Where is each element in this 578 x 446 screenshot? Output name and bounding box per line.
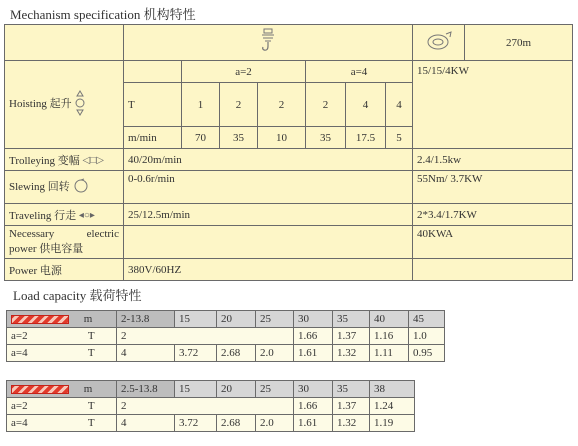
load-value: 1.66 <box>294 398 333 415</box>
load-table-2 <box>6 380 415 432</box>
load-title: Load capacity 载荷特性 <box>13 288 142 303</box>
hoisting-speed-value: 10 <box>258 127 306 149</box>
table-row <box>7 328 445 345</box>
radius-header: 30 <box>294 381 333 398</box>
ton-unit: T <box>67 328 117 345</box>
load-value: 3.72 <box>175 415 217 432</box>
reeving-a2-header: a=2 <box>182 61 306 83</box>
table-row <box>7 398 415 415</box>
hoisting-load-value: 2 <box>220 83 258 127</box>
traveling-speed: 25/12.5m/min <box>124 204 413 226</box>
header-blank-cell <box>5 25 124 61</box>
load-value: 1.32 <box>333 345 370 362</box>
radius-header: 25 <box>256 311 294 328</box>
mechanism-title: Mechanism specification 机构特性 <box>10 7 196 22</box>
power-value: 380V/60HZ <box>124 259 413 281</box>
hoisting-reeving-blank <box>124 61 182 83</box>
reeving-label: a=2 <box>7 328 67 345</box>
hoisting-load-value: 2 <box>258 83 306 127</box>
electric-label-word: electric <box>86 228 119 240</box>
trolleying-power: 2.4/1.5kw <box>413 149 573 171</box>
radius-header: 38 <box>370 381 415 398</box>
radius-header: 45 <box>409 311 445 328</box>
jib-header-cell <box>7 311 117 328</box>
load-value: 1.24 <box>370 398 415 415</box>
radius-header: 15 <box>175 381 217 398</box>
reeving-a4-header: a=4 <box>306 61 413 83</box>
radius-header: 35 <box>333 381 370 398</box>
load-value: 1.32 <box>333 415 370 432</box>
jib-header-cell <box>7 381 117 398</box>
load-value: 3.72 <box>175 345 217 362</box>
radius-header: 30 <box>294 311 333 328</box>
load-value: 1.19 <box>370 415 415 432</box>
hoisting-label: Hoisting 起升 <box>5 61 124 149</box>
load-value: 4 <box>117 415 175 432</box>
load-value: 2.68 <box>217 345 256 362</box>
hook-icon-cell <box>124 25 413 61</box>
slewing-ring-icon <box>424 30 454 52</box>
load-table-1 <box>6 310 445 362</box>
load-value: 1.0 <box>409 328 445 345</box>
table-row <box>7 415 415 432</box>
load-value: 2 <box>117 398 294 415</box>
hoisting-speed-label: m/min <box>124 127 182 149</box>
trolleying-label: Trolleying 变幅 ◁□▷ <box>5 149 124 171</box>
hoist-symbol-icon <box>74 90 86 119</box>
ton-unit: T <box>67 345 117 362</box>
radius-header: 2.5-13.8 <box>117 381 175 398</box>
travel-arrows-icon: ◂○▸ <box>78 210 95 222</box>
trolley-arrows-icon: ◁□▷ <box>82 155 104 167</box>
radius-header: 2-13.8 <box>117 311 175 328</box>
hoisting-load-value: 2 <box>306 83 346 127</box>
traveling-power: 2*3.4/1.7KW <box>413 204 573 226</box>
mechanism-table <box>4 24 573 281</box>
hoisting-speed-value: 35 <box>306 127 346 149</box>
radius-header: 20 <box>217 381 256 398</box>
load-value: 1.16 <box>370 328 409 345</box>
power-label: Power 电源 <box>5 259 124 281</box>
hoisting-speed-value: 35 <box>220 127 258 149</box>
hoisting-load-value: 1 <box>182 83 220 127</box>
jib-truss-icon <box>11 385 69 394</box>
load-value: 1.11 <box>370 345 409 362</box>
radius-header: 35 <box>333 311 370 328</box>
load-value: 1.61 <box>294 415 333 432</box>
radius-header: 25 <box>256 381 294 398</box>
hoisting-load-value: 4 <box>386 83 413 127</box>
hoisting-power: 15/15/4KW <box>413 61 573 149</box>
table-row <box>7 345 445 362</box>
trolleying-speed: 40/20m/min <box>124 149 413 171</box>
hoisting-load-value: 4 <box>346 83 386 127</box>
slew-limit-value: 270m <box>465 25 573 61</box>
load-value: 1.66 <box>294 328 333 345</box>
load-value: 2 <box>117 328 294 345</box>
slewing-label: Slewing 回转 <box>5 171 124 204</box>
necessary-power-label <box>5 226 124 259</box>
radius-header: 15 <box>175 311 217 328</box>
load-value: 1.61 <box>294 345 333 362</box>
load-value: 2.0 <box>256 345 294 362</box>
hoisting-speed-value: 5 <box>386 127 413 149</box>
hoisting-speed-value: 17.5 <box>346 127 386 149</box>
load-value: 2.0 <box>256 415 294 432</box>
radius-header: 40 <box>370 311 409 328</box>
necessary-power-value: 40KWA <box>413 226 573 259</box>
radius-unit: m <box>83 383 93 395</box>
necessary-label-word: Necessary <box>9 228 55 240</box>
load-value: 0.95 <box>409 345 445 362</box>
power-supply-label-word: power 供电容量 <box>9 243 84 255</box>
ton-unit: T <box>67 398 117 415</box>
traveling-label: Traveling 行走 ◂○▸ <box>5 204 124 226</box>
hook-icon <box>257 28 279 54</box>
reeving-label: a=2 <box>7 398 67 415</box>
load-value: 2.68 <box>217 415 256 432</box>
hoisting-speed-value: 70 <box>182 127 220 149</box>
power-blank <box>413 259 573 281</box>
jib-truss-icon <box>11 315 69 324</box>
slewing-rotation-icon <box>73 178 89 197</box>
radius-unit: m <box>83 313 93 325</box>
load-value: 4 <box>117 345 175 362</box>
reeving-label: a=4 <box>7 345 67 362</box>
slewing-speed: 0-0.6r/min <box>124 171 413 204</box>
load-value: 1.37 <box>333 328 370 345</box>
slewing-power: 55Nm/ 3.7KW <box>413 171 573 204</box>
necessary-power-blank <box>124 226 413 259</box>
ton-unit: T <box>67 415 117 432</box>
slewing-ring-icon-cell <box>413 25 465 61</box>
load-value: 1.37 <box>333 398 370 415</box>
radius-header: 20 <box>217 311 256 328</box>
hoisting-load-label: T <box>124 83 182 127</box>
reeving-label: a=4 <box>7 415 67 432</box>
